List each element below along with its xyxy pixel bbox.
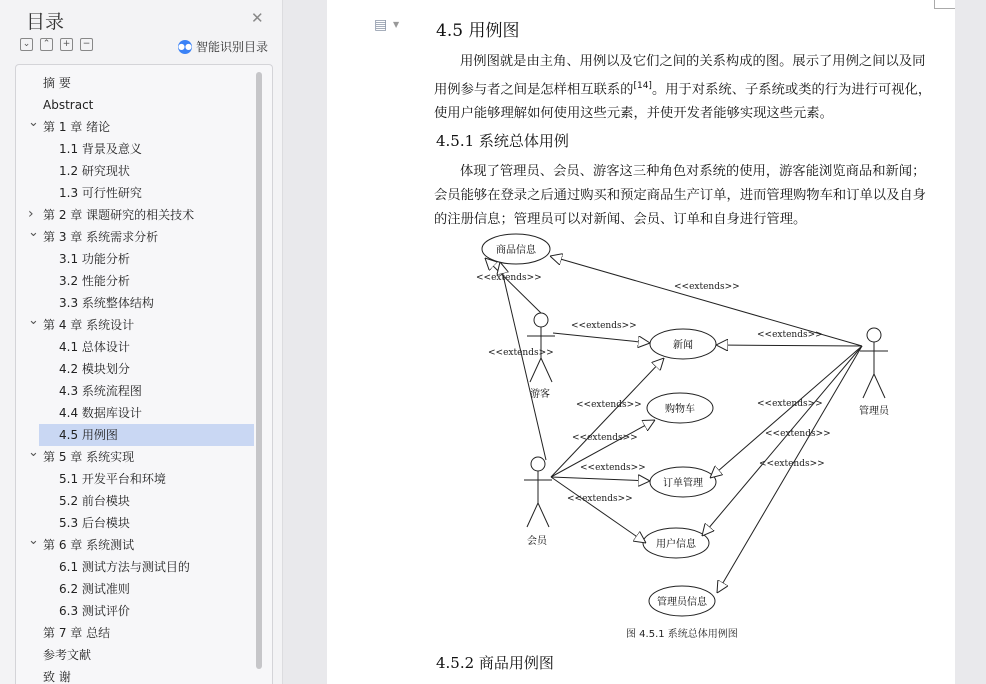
toc-item-label: 1.1 背景及意义 (59, 142, 142, 156)
svg-text:订单管理: 订单管理 (663, 478, 703, 489)
toc-item-label: 6.3 测试评价 (59, 604, 130, 618)
toc-item-label: 6.2 测试准则 (59, 582, 130, 596)
usecase-order (650, 467, 716, 497)
toc-item-label: 第 5 章 系统实现 (43, 450, 135, 464)
toc-item-label: 4.5 用例图 (59, 428, 118, 442)
usecase-admin-info (649, 586, 715, 616)
actor-admin-label: 管理员 (859, 406, 889, 417)
extends-label: <<extends>> (488, 348, 554, 358)
svg-text:管理员信息: 管理员信息 (657, 597, 707, 608)
extends-label: <<extends>> (765, 429, 831, 439)
extends-label: <<extends>> (572, 433, 638, 443)
usecase-cart (647, 393, 713, 423)
usecase-goods (482, 234, 550, 264)
extends-label: <<extends>> (476, 273, 542, 283)
chevron-down-icon[interactable]: ⌄ (28, 533, 39, 548)
extends-label: <<extends>> (757, 399, 823, 409)
toc-item-label: 3.3 系统整体结构 (59, 296, 154, 310)
toc-item-label: 1.2 研究现状 (59, 164, 130, 178)
intro-text: 用例图就是由主角、用例以及它们之间的关系构成的图。展示了用例之间以及同用例参与者之间是怎样相互联系的 (434, 54, 926, 98)
svg-text:商品信息: 商品信息 (496, 245, 536, 256)
chevron-down-icon[interactable]: ⌄ (28, 313, 39, 328)
intro-text-rest: 。用于对系统、子系统或类的行为进行可视化，使用户能够理解如何使用这些元素，并使开发者能够实现这些元素。 (434, 82, 932, 122)
toc-item-label: 4.1 总体设计 (59, 340, 130, 354)
extends-label: <<extends>> (757, 330, 823, 340)
section-heading: 4.5 用例图 (436, 21, 520, 41)
extends-label: <<extends>> (567, 494, 633, 504)
chevron-down-icon[interactable]: ▼ (393, 20, 400, 29)
toc-item-label: 5.3 后台模块 (59, 516, 130, 530)
toc-item-label: 致 谢 (43, 670, 71, 684)
paragraph-overview: 体现了管理员、会员、游客这三种角色对系统的使用，游客能浏览商品和新闻；会员能够在登录之后通过购买和预定商品生产订单，进而管理购物车和订单以及自身的注册信息；管理员可以对新闻、会员、订单和自身进行管理。 (434, 164, 926, 227)
toc-item-label: 摘 要 (43, 76, 71, 90)
subsection-heading-1: 4.5.1 系统总体用例 (436, 132, 569, 150)
svg-text:新闻: 新闻 (673, 340, 693, 351)
toc-item-label: Abstract (43, 98, 94, 112)
toc-title: 目录 (26, 11, 65, 33)
toc-item-label: 3.1 功能分析 (59, 252, 130, 266)
actor-visitor-label: 游客 (530, 389, 550, 400)
collapse-all-icon[interactable]: ⌄ (20, 38, 33, 51)
figure-caption: 图 4.5.1 系统总体用例图 (626, 629, 738, 640)
citation[interactable]: [14] (633, 81, 652, 91)
ai-icon: ●● (178, 40, 192, 54)
toc-item-label: 第 6 章 系统测试 (43, 538, 135, 552)
actor-member (524, 457, 552, 527)
usecase-user (643, 528, 709, 558)
chevron-down-icon[interactable]: ⌄ (28, 115, 39, 130)
extends-label: <<extends>> (576, 400, 642, 410)
smart-recognize-label: 智能识别目录 (196, 40, 269, 54)
subsection-heading-2: 4.5.2 商品用例图 (436, 654, 554, 672)
toc-item-label: 第 1 章 绪论 (43, 120, 111, 134)
toc-item-label: 3.2 性能分析 (59, 274, 130, 288)
toc-item-label: 第 3 章 系统需求分析 (43, 230, 159, 244)
chevron-down-icon[interactable]: ⌄ (28, 225, 39, 240)
extends-label: <<extends>> (759, 459, 825, 469)
toc-item-label: 4.4 数据库设计 (59, 406, 142, 420)
toc-item-label: 第 2 章 课题研究的相关技术 (43, 208, 195, 222)
usecase-news (650, 329, 716, 359)
toc-item-label: 4.3 系统流程图 (59, 384, 142, 398)
close-icon[interactable]: ✕ (251, 9, 264, 27)
toc-item-label: 4.2 模块划分 (59, 362, 130, 376)
toc-item-label: 5.2 前台模块 (59, 494, 130, 508)
extends-label: <<extends>> (580, 463, 646, 473)
toc-item-label: 参考文献 (43, 648, 92, 662)
toc-item-label: 5.1 开发平台和环境 (59, 472, 166, 486)
add-heading-icon[interactable]: + (60, 38, 73, 51)
actor-admin (860, 328, 888, 398)
svg-text:用户信息: 用户信息 (656, 539, 696, 550)
expand-up-icon[interactable]: ⌃ (40, 38, 53, 51)
toc-item-label: 第 4 章 系统设计 (43, 318, 135, 332)
toc-item-label: 6.1 测试方法与测试目的 (59, 560, 190, 574)
extends-label: <<extends>> (571, 321, 637, 331)
remove-heading-icon[interactable]: − (80, 38, 93, 51)
toc-item-label: 1.3 可行性研究 (59, 186, 142, 200)
actor-member-label: 会员 (527, 536, 547, 547)
toc-item-label: 第 7 章 总结 (43, 626, 111, 640)
extends-label: <<extends>> (674, 282, 740, 292)
svg-text:购物车: 购物车 (665, 404, 695, 415)
document-icon[interactable]: ▤ (374, 17, 388, 33)
chevron-right-icon[interactable]: › (28, 206, 34, 222)
chevron-down-icon[interactable]: ⌄ (28, 445, 39, 460)
